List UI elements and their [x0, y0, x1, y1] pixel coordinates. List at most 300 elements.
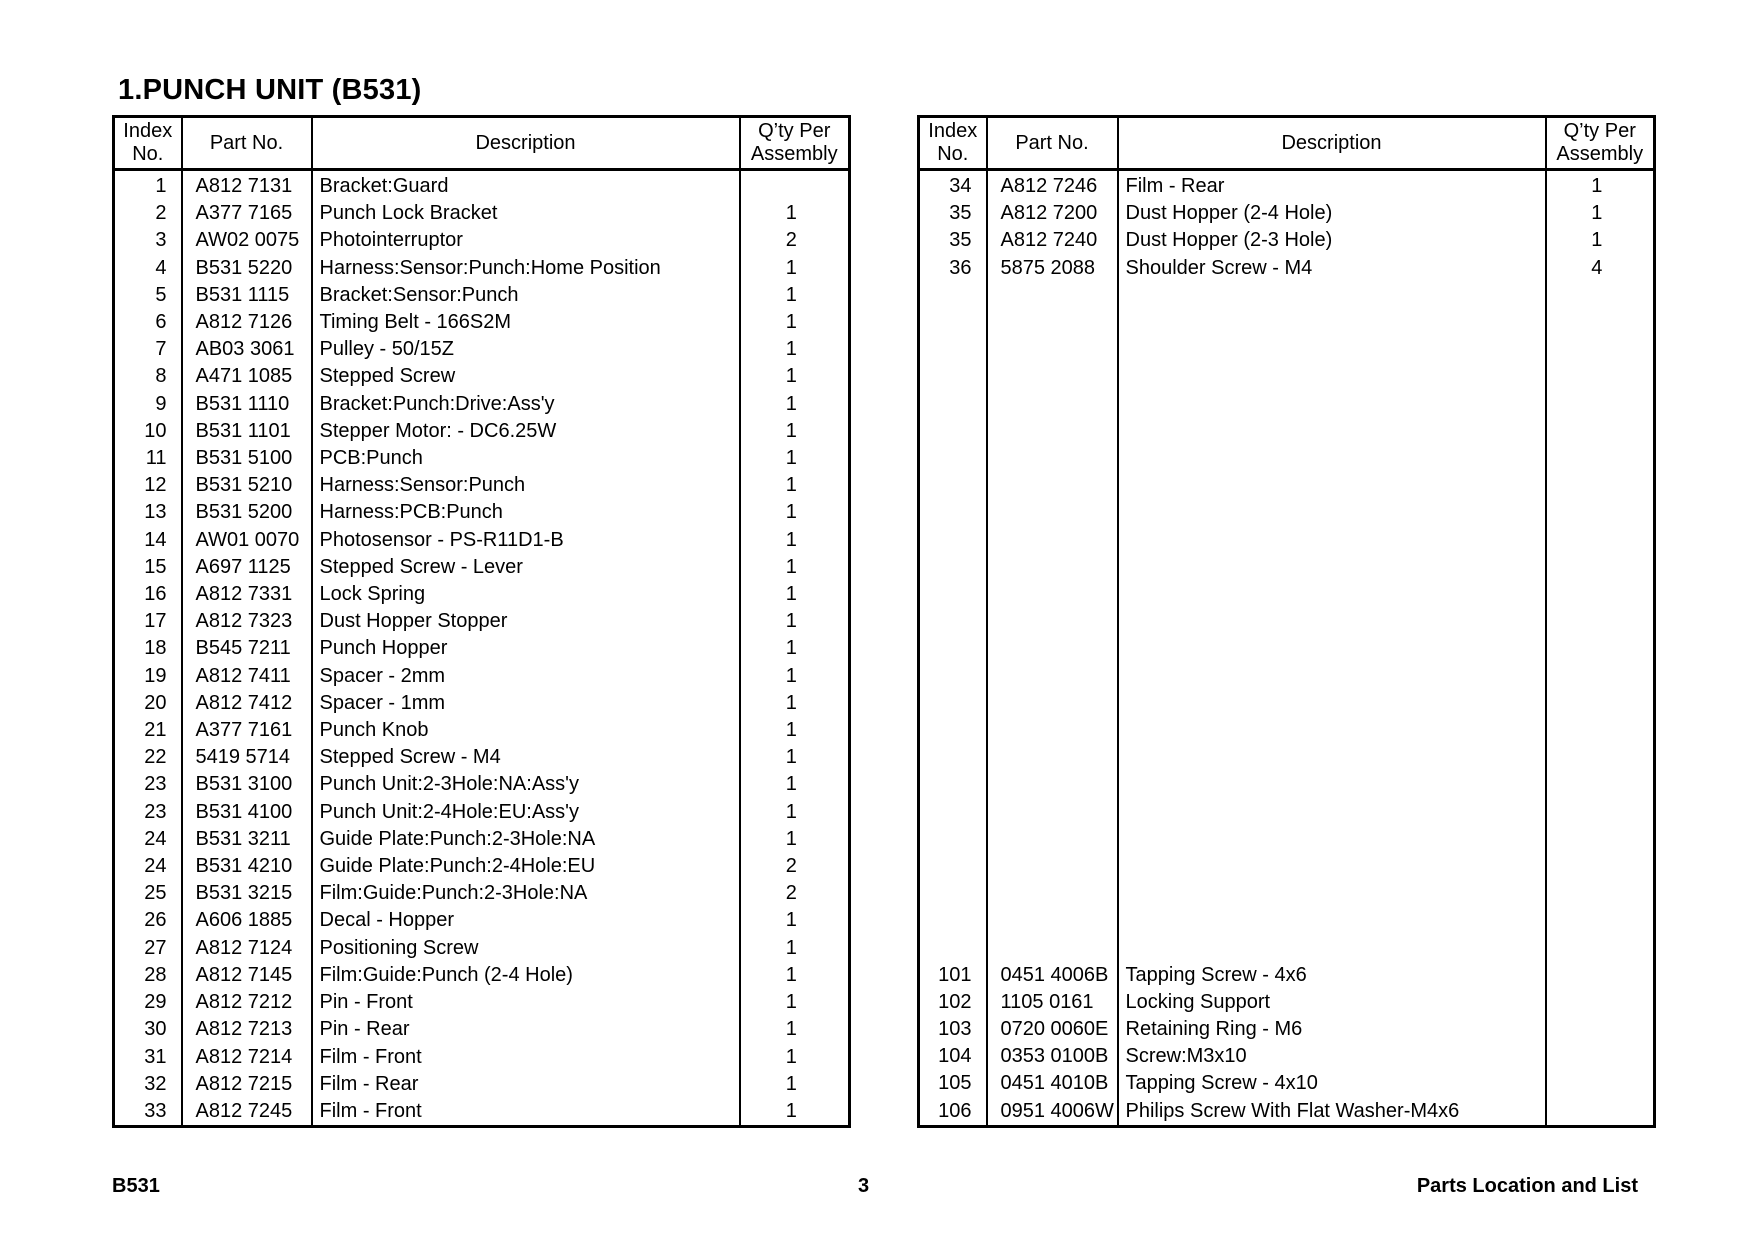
- cell-description: [1118, 363, 1546, 390]
- cell-part-no: [987, 635, 1118, 662]
- cell-index: [919, 771, 987, 798]
- table-row: [114, 282, 850, 309]
- table-row: [919, 635, 1655, 662]
- cell-description: Punch Unit:2-4Hole:EU:Ass'y: [312, 799, 740, 826]
- cell-description: Film:Guide:Punch (2-4 Hole): [312, 962, 740, 989]
- cell-index: 1: [155, 175, 167, 197]
- header-index: Index No.: [114, 117, 182, 170]
- cell-description: [1118, 608, 1546, 635]
- cell-qty: 1: [740, 581, 850, 608]
- cell-part-no: [987, 554, 1118, 581]
- table-row: [114, 472, 850, 499]
- cell-description: [1118, 472, 1546, 499]
- table-row: [919, 445, 1655, 472]
- cell-part-no: A606 1885: [182, 907, 312, 934]
- cell-qty: 1: [740, 799, 850, 826]
- cell-description: Screw:M3x10: [1118, 1043, 1546, 1070]
- cell-qty: [1546, 282, 1655, 309]
- cell-index: 7: [155, 338, 167, 361]
- table-row: [114, 336, 850, 363]
- table-row: [919, 826, 1655, 853]
- cell-part-no: A812 7131: [182, 170, 312, 201]
- cell-description: [1118, 771, 1546, 798]
- table-row: [919, 608, 1655, 635]
- header-part-no: Part No.: [182, 117, 312, 170]
- cell-qty: 1: [740, 826, 850, 853]
- cell-index: [919, 744, 987, 771]
- cell-part-no: [987, 880, 1118, 907]
- cell-part-no: [987, 336, 1118, 363]
- cell-description: Punch Unit:2-3Hole:NA:Ass'y: [312, 771, 740, 798]
- header-qty: Q’ty Per Assembly: [1546, 117, 1655, 170]
- cell-index: 11: [145, 447, 167, 470]
- cell-description: Punch Lock Bracket: [312, 200, 740, 227]
- cell-index: 22: [144, 746, 167, 769]
- cell-qty: [1546, 962, 1655, 989]
- table-row: [114, 200, 850, 227]
- cell-qty: [1546, 690, 1655, 717]
- cell-qty: [1546, 662, 1655, 689]
- cell-qty: 2: [740, 853, 850, 880]
- cell-qty: [1546, 418, 1655, 445]
- cell-description: Stepper Motor: - DC6.25W: [312, 418, 740, 445]
- cell-index: [919, 690, 987, 717]
- cell-description: Film - Front: [312, 1098, 740, 1127]
- cell-part-no: A812 7124: [182, 935, 312, 962]
- table-row: [919, 255, 1655, 282]
- cell-description: [1118, 418, 1546, 445]
- cell-description: Punch Knob: [312, 717, 740, 744]
- table-row: [919, 581, 1655, 608]
- cell-part-no: A812 7240: [987, 227, 1118, 254]
- cell-qty: 2: [740, 227, 850, 254]
- cell-part-no: B531 5210: [182, 472, 312, 499]
- footer-model: B531: [112, 1175, 160, 1197]
- cell-index: 23: [144, 800, 167, 823]
- table-row: [114, 499, 850, 526]
- cell-description: Stepped Screw - M4: [312, 744, 740, 771]
- cell-qty: 1: [740, 1016, 850, 1043]
- cell-index: 105: [938, 1072, 972, 1095]
- cell-index: [919, 717, 987, 744]
- cell-part-no: [987, 309, 1118, 336]
- cell-description: Spacer - 1mm: [312, 690, 740, 717]
- header-index: Index No.: [919, 117, 987, 170]
- table-row: [919, 853, 1655, 880]
- cell-description: [1118, 934, 1546, 961]
- cell-index: 16: [144, 583, 167, 606]
- cell-part-no: [987, 717, 1118, 744]
- cell-part-no: [987, 581, 1118, 608]
- cell-part-no: [987, 826, 1118, 853]
- cell-part-no: A812 7213: [182, 1016, 312, 1043]
- cell-qty: 1: [740, 1044, 850, 1071]
- cell-index: 104: [938, 1045, 972, 1068]
- cell-qty: 1: [740, 1071, 850, 1098]
- cell-qty: 1: [740, 554, 850, 581]
- cell-qty: 1: [740, 527, 850, 554]
- cell-qty: [1546, 472, 1655, 499]
- table-row: [114, 635, 850, 662]
- table-row: [919, 282, 1655, 309]
- cell-description: Tapping Screw - 4x10: [1118, 1070, 1546, 1097]
- cell-qty: [1546, 1070, 1655, 1097]
- table-row: [114, 799, 850, 826]
- cell-index: 3: [155, 229, 167, 252]
- cell-qty: 1: [740, 445, 850, 472]
- table-row: [919, 363, 1655, 390]
- cell-qty: 1: [740, 771, 850, 798]
- table-row: [919, 690, 1655, 717]
- cell-part-no: 0951 4006W: [987, 1098, 1118, 1127]
- cell-description: [1118, 499, 1546, 526]
- table-header-row: [114, 117, 850, 170]
- table-row: [919, 1043, 1655, 1070]
- cell-description: Stepped Screw: [312, 363, 740, 390]
- cell-index: [919, 391, 987, 418]
- cell-part-no: A812 7246: [987, 170, 1118, 201]
- cell-part-no: [987, 445, 1118, 472]
- cell-part-no: B531 4100: [182, 799, 312, 826]
- table-row: [114, 690, 850, 717]
- cell-qty: [1546, 445, 1655, 472]
- cell-description: Photointerruptor: [312, 227, 740, 254]
- cell-index: [919, 581, 987, 608]
- cell-part-no: [987, 662, 1118, 689]
- table-row: [114, 880, 850, 907]
- cell-description: [1118, 309, 1546, 336]
- cell-part-no: B531 1101: [182, 418, 312, 445]
- cell-index: 9: [155, 392, 167, 415]
- cell-qty: 1: [740, 635, 850, 662]
- table-row: [114, 554, 850, 581]
- table-row: [919, 934, 1655, 961]
- cell-index: 4: [155, 256, 167, 279]
- cell-qty: [1546, 989, 1655, 1016]
- cell-index: [919, 934, 987, 961]
- table-row: [919, 527, 1655, 554]
- cell-description: Bracket:Punch:Drive:Ass'y: [312, 391, 740, 418]
- cell-description: Harness:Sensor:Punch:Home Position: [312, 255, 740, 282]
- cell-part-no: B531 3100: [182, 771, 312, 798]
- parts-table-right: [917, 115, 1656, 1128]
- cell-part-no: A812 7126: [182, 309, 312, 336]
- cell-qty: 1: [740, 744, 850, 771]
- header-part-no: Part No.: [987, 117, 1118, 170]
- cell-description: Retaining Ring - M6: [1118, 1016, 1546, 1043]
- cell-index: [919, 635, 987, 662]
- cell-index: [919, 826, 987, 853]
- cell-part-no: [987, 527, 1118, 554]
- cell-qty: 1: [740, 608, 850, 635]
- cell-description: Philips Screw With Flat Washer-M4x6: [1118, 1098, 1546, 1127]
- cell-qty: 1: [740, 962, 850, 989]
- cell-description: Lock Spring: [312, 581, 740, 608]
- cell-index: [919, 499, 987, 526]
- cell-qty: 1: [740, 336, 850, 363]
- cell-description: Timing Belt - 166S2M: [312, 309, 740, 336]
- cell-qty: 1: [740, 418, 850, 445]
- cell-qty: 1: [740, 907, 850, 934]
- table-row: [919, 499, 1655, 526]
- cell-part-no: B531 5200: [182, 499, 312, 526]
- cell-part-no: B531 5220: [182, 255, 312, 282]
- cell-index: 102: [938, 990, 972, 1013]
- cell-description: Bracket:Guard: [312, 170, 740, 201]
- cell-description: Bracket:Sensor:Punch: [312, 282, 740, 309]
- cell-index: [919, 662, 987, 689]
- cell-part-no: [987, 418, 1118, 445]
- cell-part-no: 0451 4006B: [987, 962, 1118, 989]
- table-row: [114, 962, 850, 989]
- cell-part-no: A812 7245: [182, 1098, 312, 1127]
- cell-qty: [1546, 581, 1655, 608]
- cell-qty: 1: [740, 690, 850, 717]
- cell-description: [1118, 554, 1546, 581]
- cell-qty: [1546, 826, 1655, 853]
- cell-description: [1118, 581, 1546, 608]
- cell-part-no: [987, 608, 1118, 635]
- cell-index: 30: [144, 1018, 167, 1041]
- cell-description: Dust Hopper (2-4 Hole): [1118, 200, 1546, 227]
- cell-index: 26: [144, 909, 167, 932]
- table-row: [114, 227, 850, 254]
- cell-qty: [1546, 798, 1655, 825]
- cell-index: 14: [144, 528, 167, 551]
- header-description: Description: [1118, 117, 1546, 170]
- cell-qty: [1546, 1098, 1655, 1127]
- cell-description: Tapping Screw - 4x6: [1118, 962, 1546, 989]
- cell-qty: 1: [1546, 227, 1655, 254]
- cell-index: 20: [144, 691, 167, 714]
- cell-part-no: 0720 0060E: [987, 1016, 1118, 1043]
- cell-qty: 1: [740, 282, 850, 309]
- cell-description: [1118, 907, 1546, 934]
- table-row: [919, 744, 1655, 771]
- table-row: [114, 445, 850, 472]
- cell-index: 24: [144, 855, 167, 878]
- cell-index: 34: [949, 175, 972, 197]
- table-row: [919, 962, 1655, 989]
- footer-page-number: 3: [858, 1175, 870, 1197]
- cell-index: [919, 880, 987, 907]
- cell-part-no: A812 7323: [182, 608, 312, 635]
- cell-qty: [1546, 934, 1655, 961]
- table-row: [919, 1070, 1655, 1097]
- cell-part-no: A812 7214: [182, 1044, 312, 1071]
- cell-description: [1118, 690, 1546, 717]
- table-row: [919, 472, 1655, 499]
- cell-description: Guide Plate:Punch:2-4Hole:EU: [312, 853, 740, 880]
- table-row: [919, 1016, 1655, 1043]
- table-row: [919, 717, 1655, 744]
- cell-index: 29: [144, 991, 167, 1014]
- cell-part-no: A812 7215: [182, 1071, 312, 1098]
- cell-part-no: [987, 798, 1118, 825]
- cell-description: [1118, 853, 1546, 880]
- table-row: [114, 255, 850, 282]
- cell-description: Pin - Front: [312, 989, 740, 1016]
- table-row: [919, 200, 1655, 227]
- cell-index: 13: [144, 501, 167, 524]
- cell-description: Guide Plate:Punch:2-3Hole:NA: [312, 826, 740, 853]
- cell-index: [919, 472, 987, 499]
- table-row: [114, 744, 850, 771]
- cell-qty: [1546, 391, 1655, 418]
- cell-description: Locking Support: [1118, 989, 1546, 1016]
- cell-qty: 1: [740, 391, 850, 418]
- cell-description: [1118, 635, 1546, 662]
- cell-description: Photosensor - PS-R11D1-B: [312, 527, 740, 554]
- cell-index: 15: [144, 555, 167, 578]
- table-row: [114, 717, 850, 744]
- cell-qty: [1546, 853, 1655, 880]
- cell-index: 21: [144, 719, 167, 742]
- cell-qty: [1546, 336, 1655, 363]
- cell-qty: [1546, 499, 1655, 526]
- cell-part-no: [987, 282, 1118, 309]
- cell-part-no: B531 3211: [182, 826, 312, 853]
- cell-part-no: 1105 0161: [987, 989, 1118, 1016]
- cell-index: 106: [938, 1099, 972, 1122]
- cell-qty: 1: [740, 989, 850, 1016]
- header-description: Description: [312, 117, 740, 170]
- cell-part-no: 5419 5714: [182, 744, 312, 771]
- table-row: [114, 391, 850, 418]
- cell-description: Pin - Rear: [312, 1016, 740, 1043]
- cell-index: [919, 309, 987, 336]
- cell-description: [1118, 282, 1546, 309]
- cell-qty: [1546, 527, 1655, 554]
- cell-part-no: AW01 0070: [182, 527, 312, 554]
- cell-index: 2: [155, 202, 167, 225]
- cell-part-no: 0353 0100B: [987, 1043, 1118, 1070]
- cell-description: [1118, 662, 1546, 689]
- cell-part-no: 0451 4010B: [987, 1070, 1118, 1097]
- table-row: [114, 771, 850, 798]
- cell-index: [919, 282, 987, 309]
- cell-index: 17: [144, 610, 167, 633]
- cell-qty: [1546, 1016, 1655, 1043]
- cell-qty: [1546, 907, 1655, 934]
- table-row: [114, 309, 850, 336]
- cell-description: Stepped Screw - Lever: [312, 554, 740, 581]
- table-row: [919, 309, 1655, 336]
- table-row: [919, 227, 1655, 254]
- cell-description: [1118, 391, 1546, 418]
- table-row: [114, 1044, 850, 1071]
- cell-description: [1118, 744, 1546, 771]
- cell-qty: 4: [1546, 255, 1655, 282]
- cell-qty: 1: [740, 499, 850, 526]
- cell-part-no: A812 7331: [182, 581, 312, 608]
- cell-description: [1118, 527, 1546, 554]
- cell-part-no: [987, 690, 1118, 717]
- cell-index: 6: [155, 311, 167, 334]
- cell-index: [919, 336, 987, 363]
- cell-index: 31: [144, 1045, 167, 1068]
- cell-part-no: [987, 499, 1118, 526]
- cell-part-no: [987, 853, 1118, 880]
- table-row: [919, 989, 1655, 1016]
- table-row: [114, 581, 850, 608]
- cell-description: [1118, 798, 1546, 825]
- cell-index: 24: [144, 827, 167, 850]
- cell-description: Dust Hopper Stopper: [312, 608, 740, 635]
- cell-index: [919, 445, 987, 472]
- cell-index: 10: [144, 419, 167, 442]
- cell-part-no: 5875 2088: [987, 255, 1118, 282]
- cell-index: [919, 907, 987, 934]
- table-row: [114, 363, 850, 390]
- table-row: [919, 662, 1655, 689]
- table-row: [114, 826, 850, 853]
- cell-index: 101: [938, 963, 972, 986]
- cell-description: Decal - Hopper: [312, 907, 740, 934]
- cell-qty: [1546, 363, 1655, 390]
- page-title: 1.PUNCH UNIT (B531): [118, 74, 422, 106]
- cell-index: 103: [938, 1017, 972, 1040]
- cell-index: 32: [144, 1072, 167, 1095]
- table-row: [114, 170, 850, 201]
- table-row: [114, 1098, 850, 1127]
- cell-index: 12: [144, 474, 167, 497]
- cell-part-no: A812 7200: [987, 200, 1118, 227]
- cell-index: 27: [144, 936, 167, 959]
- cell-description: Positioning Screw: [312, 935, 740, 962]
- table-row: [919, 1098, 1655, 1127]
- cell-description: Film - Rear: [1118, 170, 1546, 201]
- table-header-row: [919, 117, 1655, 170]
- cell-qty: [1546, 744, 1655, 771]
- footer-section-title: Parts Location and List: [1416, 1175, 1638, 1197]
- cell-index: [919, 418, 987, 445]
- cell-part-no: [987, 907, 1118, 934]
- table-row: [919, 336, 1655, 363]
- cell-part-no: B531 4210: [182, 853, 312, 880]
- table-row: [114, 663, 850, 690]
- cell-qty: 1: [740, 363, 850, 390]
- cell-description: [1118, 445, 1546, 472]
- table-row: [919, 771, 1655, 798]
- cell-index: 35: [949, 229, 972, 252]
- cell-qty: 1: [740, 1098, 850, 1127]
- cell-description: [1118, 717, 1546, 744]
- cell-part-no: A812 7145: [182, 962, 312, 989]
- cell-qty: 2: [740, 880, 850, 907]
- table-row: [919, 880, 1655, 907]
- table-row: [919, 798, 1655, 825]
- cell-part-no: AW02 0075: [182, 227, 312, 254]
- cell-qty: 1: [1546, 170, 1655, 201]
- cell-index: [919, 608, 987, 635]
- cell-part-no: B531 3215: [182, 880, 312, 907]
- cell-description: [1118, 826, 1546, 853]
- table-row: [919, 907, 1655, 934]
- cell-qty: 1: [740, 200, 850, 227]
- cell-qty: 1: [740, 309, 850, 336]
- cell-part-no: [987, 472, 1118, 499]
- table-row: [114, 989, 850, 1016]
- cell-index: 25: [144, 882, 167, 905]
- cell-qty: [1546, 635, 1655, 662]
- cell-qty: 1: [740, 255, 850, 282]
- cell-index: 8: [155, 365, 167, 388]
- cell-description: Harness:Sensor:Punch: [312, 472, 740, 499]
- table-row: [114, 935, 850, 962]
- cell-qty: [1546, 554, 1655, 581]
- cell-description: Film:Guide:Punch:2-3Hole:NA: [312, 880, 740, 907]
